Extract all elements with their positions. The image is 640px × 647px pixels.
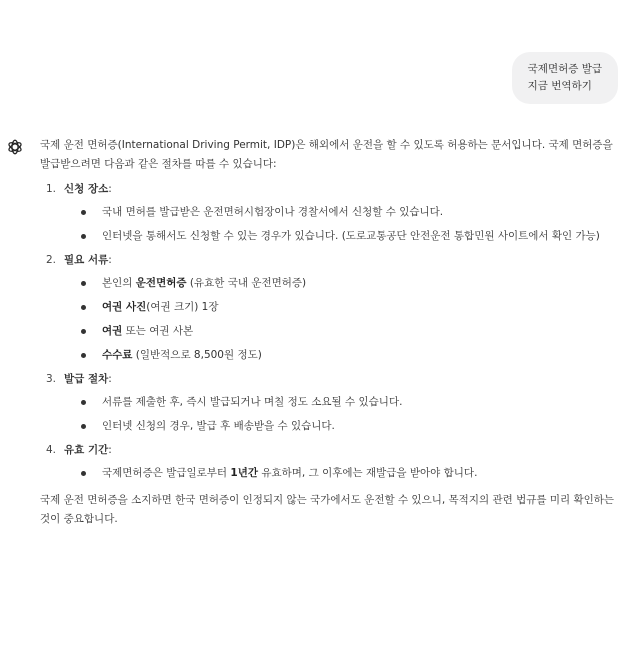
step-title: 필요 서류: [64, 254, 109, 266]
step-number: 3.: [46, 373, 57, 385]
user-message-bubble: [512, 52, 618, 104]
sub-item-post: 유효하며, 그 이후에는 재발급을 받아야 합니다.: [258, 467, 478, 479]
assistant-intro: 국제 운전 면허증(International Driving Permit, IDP)은 해외에서 운전을 할 수 있도록 허용하는 문서입니다. 국제 면허증을 발급받으려면 다음과 같은 절차를 따를 수 있습니다:: [40, 139, 613, 170]
bullet-icon: [81, 210, 86, 215]
step-number: 4.: [46, 444, 57, 456]
step-number: 2.: [46, 254, 57, 266]
sub-item-bold: 1년간: [230, 467, 258, 479]
step-title: 발급 절차: [64, 373, 109, 385]
step-title: 신청 장소: [64, 183, 109, 195]
sub-item-bold: 운전면허증: [135, 277, 187, 289]
sub-item: [64, 417, 618, 436]
step-colon: :: [108, 254, 112, 266]
sub-item: [64, 274, 618, 293]
sub-item-bold: 여권: [102, 325, 123, 337]
sub-item: [64, 393, 618, 412]
step-colon: :: [108, 183, 112, 195]
step-item: [40, 251, 618, 365]
sub-item-text: 국내 면허를 발급받은 운전면허시험장이나 경찰서에서 신청할 수 있습니다.: [102, 206, 444, 218]
sub-item-post: (유효한 국내 운전면허증): [186, 277, 307, 289]
bullet-icon: [81, 353, 86, 358]
bullet-icon: [81, 471, 86, 476]
sub-list: [64, 464, 618, 483]
sub-list: [64, 274, 618, 365]
sub-item-text: 인터넷 신청의 경우, 발급 후 배송받을 수 있습니다.: [102, 420, 335, 432]
bullet-icon: [81, 400, 86, 405]
step-item: [40, 180, 618, 246]
sub-item: [64, 464, 618, 483]
user-message-line: 국제면허증 발급: [527, 63, 602, 75]
sub-item-post: (여권 크기) 1장: [146, 301, 219, 313]
sub-item: [64, 203, 618, 222]
sub-item: [64, 227, 618, 246]
step-title: 유효 기간: [64, 444, 109, 456]
step-colon: :: [108, 373, 112, 385]
assistant-outro: 국제 운전 면허증을 소지하면 한국 면허증이 인정되지 않는 국가에서도 운전할 수 있으니, 목적지의 관련 법규를 미리 확인하는 것이 중요합니다.: [40, 494, 615, 525]
sub-item-pre: 국제면허증은 발급일로부터: [102, 467, 231, 479]
step-colon: :: [108, 444, 112, 456]
sub-item-text: 인터넷을 통해서도 신청할 수 있는 경우가 있습니다. (도로교통공단 안전운전 통합민원 사이트에서 확인 가능): [102, 230, 600, 242]
sub-item: [64, 298, 618, 317]
sub-item-bold: 수수료: [102, 349, 133, 361]
assistant-logo-icon: [6, 138, 24, 156]
bullet-icon: [81, 424, 86, 429]
bullet-icon: [81, 281, 86, 286]
sub-item-post: (일반적으로 8,500원 정도): [132, 349, 262, 361]
bullet-icon: [81, 329, 86, 334]
sub-list: [64, 393, 618, 436]
bullet-icon: [81, 305, 86, 310]
steps-list: [40, 180, 618, 483]
sub-item-bold: 여권 사진: [102, 301, 147, 313]
step-item: [40, 370, 618, 436]
sub-list: [64, 203, 618, 246]
sub-item: [64, 346, 618, 365]
sub-item-post: 또는 여권 사본: [122, 325, 194, 337]
sub-item-pre: 본인의: [102, 277, 136, 289]
step-number: 1.: [46, 183, 57, 195]
sub-item: [64, 322, 618, 341]
bullet-icon: [81, 234, 86, 239]
assistant-message: [40, 136, 618, 529]
sub-item-text: 서류를 제출한 후, 즉시 발급되거나 며칠 정도 소요될 수 있습니다.: [102, 396, 403, 408]
step-item: [40, 441, 618, 483]
user-message-line: 지금 번역하기: [527, 80, 592, 92]
